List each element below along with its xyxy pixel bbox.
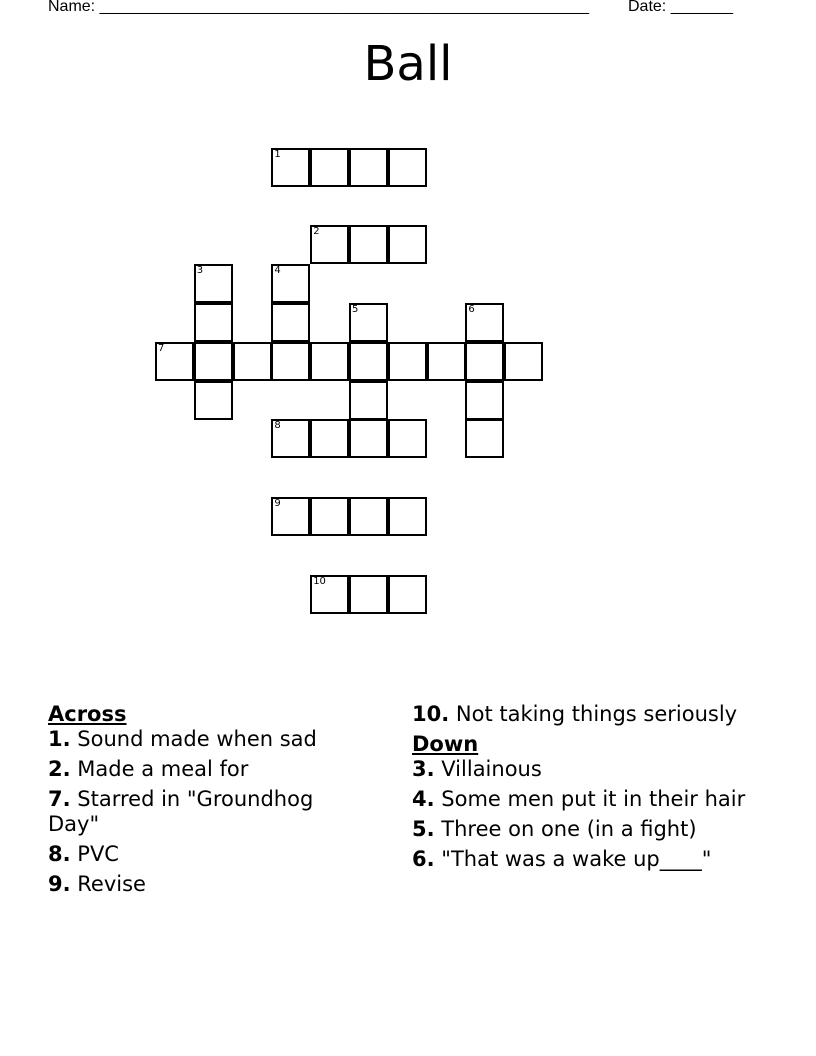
grid-cell[interactable] [194,381,233,420]
puzzle-title: Ball [363,36,453,92]
grid-cell[interactable] [465,303,504,342]
clue-number-label: 6 [468,304,475,315]
clue-number-label: 8 [274,420,281,432]
clue-number-label: 2 [313,226,320,238]
clue-number-label: 10 [313,575,326,587]
across-clue [412,702,752,727]
grid-cell[interactable] [427,342,466,381]
clue-number: 4. [412,787,435,811]
grid-cell[interactable] [504,342,543,381]
name-field[interactable]: Name: _______________________________________________________ [48,0,589,15]
down-heading: Down [412,732,479,756]
grid-cell[interactable] [465,381,504,420]
grid-cell[interactable] [349,303,388,342]
clue-number: 10. [412,702,450,726]
clue-text: Villainous [441,757,542,781]
across-clue [48,757,358,782]
clue-number: 9. [48,872,71,896]
grid-cell[interactable] [310,575,349,614]
grid-cell[interactable] [155,342,194,381]
clue-number-label: 5 [352,304,359,315]
grid-cell[interactable] [271,264,310,303]
grid-cell[interactable] [271,419,310,458]
across-clue [48,787,358,837]
grid-cell[interactable] [349,419,388,458]
clue-text: Revise [77,872,146,896]
down-clue [412,757,752,782]
grid-cell[interactable] [271,342,310,381]
clue-text: "That was a wake up____" [441,847,712,871]
grid-cell[interactable] [465,419,504,458]
grid-cell[interactable] [349,497,388,536]
grid-cell[interactable] [194,342,233,381]
across-clue [48,872,358,897]
clue-number: 2. [48,757,71,781]
grid-cell[interactable] [349,148,388,187]
grid-cell[interactable] [310,225,349,264]
clue-text: Starred in "Groundhog Day" [48,787,314,836]
clue-number: 6. [412,847,435,871]
grid-cell[interactable] [271,497,310,536]
across-clue [48,727,358,752]
grid-cell[interactable] [349,342,388,381]
clue-number-label: 7 [158,342,165,354]
grid-cell[interactable] [388,419,427,458]
clue-text: Made a meal for [77,757,249,781]
across-clue [48,842,358,867]
grid-cell[interactable] [388,575,427,614]
clue-number-label: 4 [274,265,281,277]
grid-cell[interactable] [194,264,233,303]
grid-cell[interactable] [271,303,310,342]
clue-text: Sound made when sad [77,727,317,751]
clue-number-label: 9 [274,498,281,509]
grid-cell[interactable] [310,497,349,536]
grid-cell[interactable] [388,148,427,187]
clue-number: 5. [412,817,435,841]
clues-column-left [48,702,358,902]
date-field[interactable]: Date: _______ [628,0,733,15]
grid-cell[interactable] [349,575,388,614]
grid-cell[interactable] [388,225,427,264]
clue-text: Not taking things seriously [455,702,738,726]
down-clue [412,787,752,812]
grid-cell[interactable] [271,148,310,187]
clue-text: Some men put it in their hair [441,787,746,811]
grid-cell[interactable] [194,303,233,342]
grid-cell[interactable] [310,148,349,187]
clue-number: 7. [48,787,71,811]
clues-column-right [412,702,752,877]
grid-cell[interactable] [233,342,272,381]
clue-number: 8. [48,842,71,866]
clue-number-label: 3 [196,265,204,277]
clue-number: 1. [48,727,71,751]
grid-cell[interactable] [310,342,349,381]
clue-number-label: 1 [274,148,281,160]
grid-cell[interactable] [349,381,388,420]
clue-number: 3. [412,757,435,781]
across-heading: Across [48,702,127,726]
clue-text: Three on one (in a fight) [441,817,697,841]
grid-cell[interactable] [349,225,388,264]
clue-text: PVC [77,842,119,866]
grid-cell[interactable] [388,497,427,536]
down-clue [412,817,752,842]
grid-cell[interactable] [388,342,427,381]
grid-cell[interactable] [465,342,504,381]
grid-cell[interactable] [310,419,349,458]
down-clue [412,847,752,872]
